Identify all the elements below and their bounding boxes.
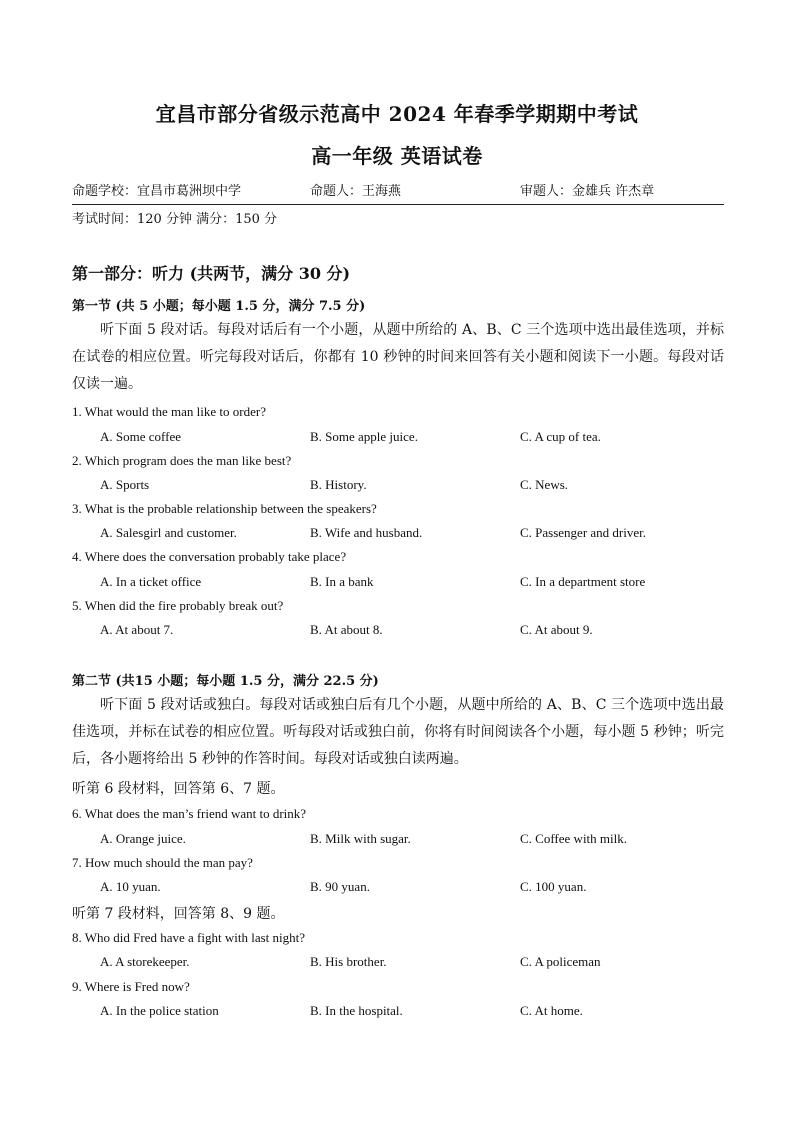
question-1-options	[100, 429, 720, 449]
question-4-options	[100, 574, 720, 594]
option-b: B. In a bank	[310, 574, 374, 589]
option-a: A. In a ticket office	[100, 574, 202, 589]
option-c: C. 100 yuan.	[520, 879, 587, 894]
option-c: C. Passenger and driver.	[520, 525, 647, 540]
question-8: 8. Who did Fred have a fight with last night?	[72, 930, 305, 945]
section1-instruction: 听下面 5 段对话。每段对话后有一个小题，从题中所给的 A、B、C 三个选项中选出最佳选项，并标在试卷的相应位置。听完每段对话后，你都有 10 秒钟的时间来回答有关小题和阅读下一小题。每段对话仅读一遍。	[72, 322, 724, 392]
setting-school: 命题学校：宜昌市葛洲坝中学	[72, 184, 242, 199]
question-5: 5. When did the fire probably break out?	[72, 598, 284, 613]
option-c: C. In a department store	[520, 574, 646, 589]
option-a: A. A storekeeper.	[100, 954, 190, 969]
section1-heading: 第一节 (共 5 小题；每小题 1.5 分，满分 7.5 分)	[72, 299, 366, 314]
option-a: A. 10 yuan.	[100, 879, 161, 894]
exam-time-score: 考试时间：120 分钟 满分：150 分	[72, 212, 278, 227]
option-b: B. Wife and husband.	[310, 525, 423, 540]
question-9: 9. Where is Fred now?	[72, 979, 190, 994]
question-2: 2. Which program does the man like best?	[72, 453, 292, 468]
option-c: C. Coffee with milk.	[520, 831, 628, 846]
exam-meta-row	[72, 180, 724, 204]
question-setter: 命题人：王海燕	[310, 184, 402, 199]
option-a: A. In the police station	[100, 1003, 219, 1018]
option-c: C. A policeman	[520, 954, 601, 969]
option-b: B. 90 yuan.	[310, 879, 370, 894]
question-3-options	[100, 525, 720, 545]
question-4: 4. Where does the conversation probably take place?	[72, 549, 347, 564]
option-c: C. A cup of tea.	[520, 429, 601, 444]
option-c: C. News.	[520, 477, 569, 492]
option-c: C. At home.	[520, 1003, 583, 1018]
material-6-note: 听第 6 段材料，回答第 6、7 题。	[72, 781, 285, 797]
section2-instruction: 听下面 5 段对话或独白。每段对话或独白后有几个小题，从题中所给的 A、B、C 三个选项中选出最佳选项，并标在试卷的相应位置。听每段对话或独白前，你将有时间阅读各个小题，每小题 5 秒钟；听完后，各小题将给出 5 秒钟的作答时间。每段对话或独白读两遍。	[72, 697, 724, 767]
option-b: B. Some apple juice.	[310, 429, 418, 444]
option-a: A. Orange juice.	[100, 831, 186, 846]
option-a: A. Some coffee	[100, 429, 181, 444]
part1-heading: 第一部分：听力 (共两节，满分 30 分)	[72, 264, 351, 283]
question-6-options	[100, 831, 720, 851]
reviewers: 审题人：金雄兵 许杰章	[520, 184, 655, 199]
option-a: A. Salesgirl and customer.	[100, 525, 237, 540]
option-c: C. At about 9.	[520, 622, 593, 637]
option-b: B. Milk with sugar.	[310, 831, 411, 846]
option-b: B. His brother.	[310, 954, 387, 969]
option-a: A. At about 7.	[100, 622, 174, 637]
question-5-options	[100, 622, 720, 642]
exam-subtitle: 高一年级 英语试卷	[311, 144, 483, 168]
option-a: A. Sports	[100, 477, 150, 492]
header-divider	[72, 204, 724, 205]
option-b: B. At about 8.	[310, 622, 383, 637]
section2-heading: 第二节 (共15 小题；每小题 1.5 分，满分 22.5 分)	[72, 674, 379, 689]
question-2-options	[100, 477, 720, 497]
question-8-options	[100, 954, 720, 974]
question-1: 1. What would the man like to order?	[72, 404, 266, 419]
question-7: 7. How much should the man pay?	[72, 855, 253, 870]
exam-title: 宜昌市部分省级示范高中 2024 年春季学期期中考试	[155, 102, 639, 126]
material-7-note: 听第 7 段材料，回答第 8、9 题。	[72, 906, 285, 922]
option-b: B. History.	[310, 477, 367, 492]
option-b: B. In the hospital.	[310, 1003, 403, 1018]
question-6: 6. What does the man’s friend want to drink?	[72, 806, 307, 821]
question-3: 3. What is the probable relationship between the speakers?	[72, 501, 377, 516]
question-9-options	[100, 1003, 720, 1023]
question-7-options	[100, 879, 720, 899]
